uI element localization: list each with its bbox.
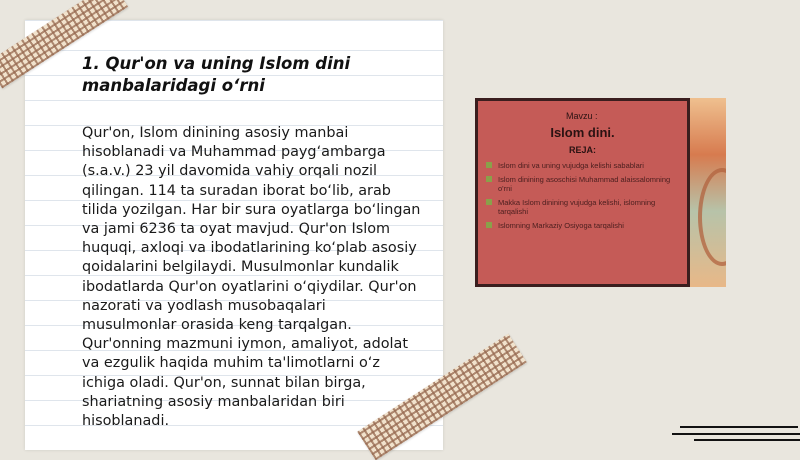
square-bullet-icon [486,222,492,228]
slide-title: Islom dini. [550,125,615,140]
slide-plan-item: Makka Islom dinining vujudga kelishi, islomning tarqalishi [486,198,686,216]
square-bullet-icon [486,199,492,205]
slide-plan-heading: REJA: [568,145,596,155]
note-title: 1. Qur'on va uning Islom dini manbalaridagi o‘rni [82,54,351,95]
decorative-line [680,426,798,428]
decorative-lines [672,424,800,444]
decorative-line [672,433,800,435]
slide-plan-list [486,161,686,235]
slide-topic-label: Mavzu : [566,111,598,121]
slide-thumbnail [475,98,690,287]
decorative-line [694,439,800,441]
square-bullet-icon [486,162,492,168]
square-bullet-icon [486,176,492,182]
slide-plan-item: Islom dinining asoschisi Muhammad alaissalomning o'rni [486,175,686,193]
slide-decorative-art [690,98,726,287]
slide-plan-item: Islomning Markaziy Osiyoga tarqalishi [486,221,686,230]
slide-plan-item: Islom dini va uning vujudga kelishi sabablari [486,161,686,170]
note-body: Qur'on, Islom dinining asosiy manbai hisoblanadi va Muhammad payg‘ambarga (s.a.v.) 23 yil davomida vahiy orqali nozil qilingan. 114 ta suradan iborat bo‘lib, arab tilida yozilgan. Har bir sura oyatlarga bo‘lingan va jami 6236 ta oyat mavjud. Qur'on Islom huquqi, axloqi va ibodatlarining ko‘plab asosiy qoidalarini belgilaydi. Musulmonlar kundalik ibodatlarda Qur'on oyatlarini o‘qiydilar. Qur'on nazorati va yodlash musobaqalari musulmonlar orasida keng tarqalgan. Qur'onning mazmuni iymon, amaliyot, adolat va ezgulik haqida muhim ta'limotlarni o‘z ichiga oladi. Qur'on, sunnat bilan birga, shariatning asosiy manbalaridan biri hisoblanadi. [82,125,421,430]
